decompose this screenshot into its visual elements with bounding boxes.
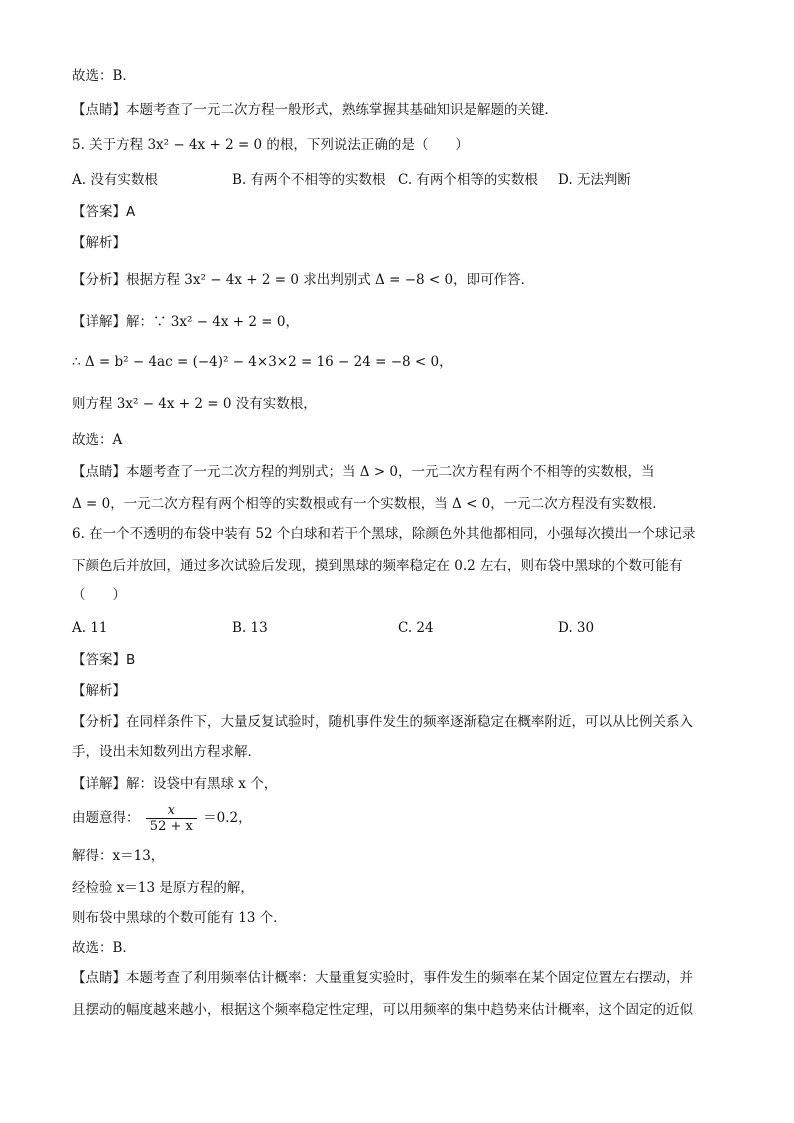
q6-option-c: C. 24: [398, 620, 434, 636]
question-5-stem: 5. 关于方程 3x² − 4x + 2 = 0 的根，下列说法正确的是（ ）: [72, 137, 469, 153]
q5-option-b: B. 有两个不相等的实数根: [232, 172, 386, 188]
q5-option-a: A. 没有实数根: [72, 172, 158, 188]
analysis-label: 【解析】: [72, 235, 126, 251]
text-line: ∴ Δ = b² − 4ac = (−4)² − 4×3×2 = 16 − 24 = −8 < 0，: [72, 354, 453, 370]
text-line: 故选：B．: [72, 68, 136, 84]
fraction-equation: [72, 800, 252, 836]
text-line: 则布袋中黑球的个数可能有 13 个．: [72, 910, 287, 926]
text-line: 【详解】解：设袋中有黑球 x 个，: [72, 776, 278, 792]
text-line: 解得：x＝13，: [72, 848, 165, 864]
question-6-stem: 6. 在一个不透明的布袋中装有 52 个白球和若干个黑球，除颜色外其他都相同，小强每次摸出一个球记录: [72, 526, 696, 542]
text-line: 【分析】在同样条件下，大量反复试验时，随机事件发生的频率逐渐稳定在概率附近，可以从比例关系入: [72, 714, 693, 730]
text-line: 【详解】解：∵ 3x² − 4x + 2 = 0，: [72, 314, 299, 330]
answer-label: 【答案】A: [72, 204, 136, 220]
q6-option-d: D. 30: [558, 620, 595, 636]
text-line: 故选：A: [72, 432, 123, 448]
text-line: 手，设出未知数列出方程求解．: [72, 744, 261, 760]
fraction-numerator: x: [167, 802, 175, 818]
text-line: 【点睛】本题考查了利用频率估计概率：大量重复实验时，事件发生的频率在某个固定位置左右摆动，并: [72, 970, 693, 986]
text-line: 且摆动的幅度越来越小，根据这个频率稳定性定理，可以用频率的集中趋势来估计概率，这个固定的近似: [72, 1002, 693, 1018]
q5-option-d: D. 无法判断: [558, 172, 631, 188]
text-line: Δ = 0，一元二次方程有两个相等的实数根或有一个实数根，当 Δ < 0，一元二次方程没有实数根．: [72, 496, 666, 512]
text-line: 则方程 3x² − 4x + 2 = 0 没有实数根，: [72, 396, 317, 412]
text-line: 【点睛】本题考查了一元二次方程一般形式，熟练掌握其基础知识是解题的关键．: [72, 102, 558, 118]
text-line: 经检验 x＝13 是原方程的解，: [72, 880, 254, 896]
equation-prefix: 由题意得：: [72, 810, 140, 826]
question-6-stem: 下颜色后并放回，通过多次试验后发现，摸到黑球的频率稳定在 0.2 左右，则布袋中黑球的个数可能有: [72, 558, 683, 574]
text-line: 故选：B．: [72, 940, 136, 956]
text-line: 【点睛】本题考查了一元二次方程的判别式；当 Δ > 0，一元二次方程有两个不相等的实数根，当: [72, 464, 655, 480]
text-line: 【分析】根据方程 3x² − 4x + 2 = 0 求出判别式 Δ = −8 < 0，即可作答．: [72, 272, 535, 288]
q5-option-c: C. 有两个相等的实数根: [398, 172, 538, 188]
analysis-label: 【解析】: [72, 683, 126, 699]
equation-suffix: ＝0.2，: [203, 810, 252, 826]
fraction-denominator: 52 + x: [146, 818, 197, 835]
q6-option-b: B. 13: [232, 620, 268, 636]
answer-label: 【答案】B: [72, 652, 136, 668]
q6-option-a: A. 11: [72, 620, 108, 636]
question-6-stem: （ ）: [72, 587, 126, 603]
fraction: [146, 803, 197, 835]
